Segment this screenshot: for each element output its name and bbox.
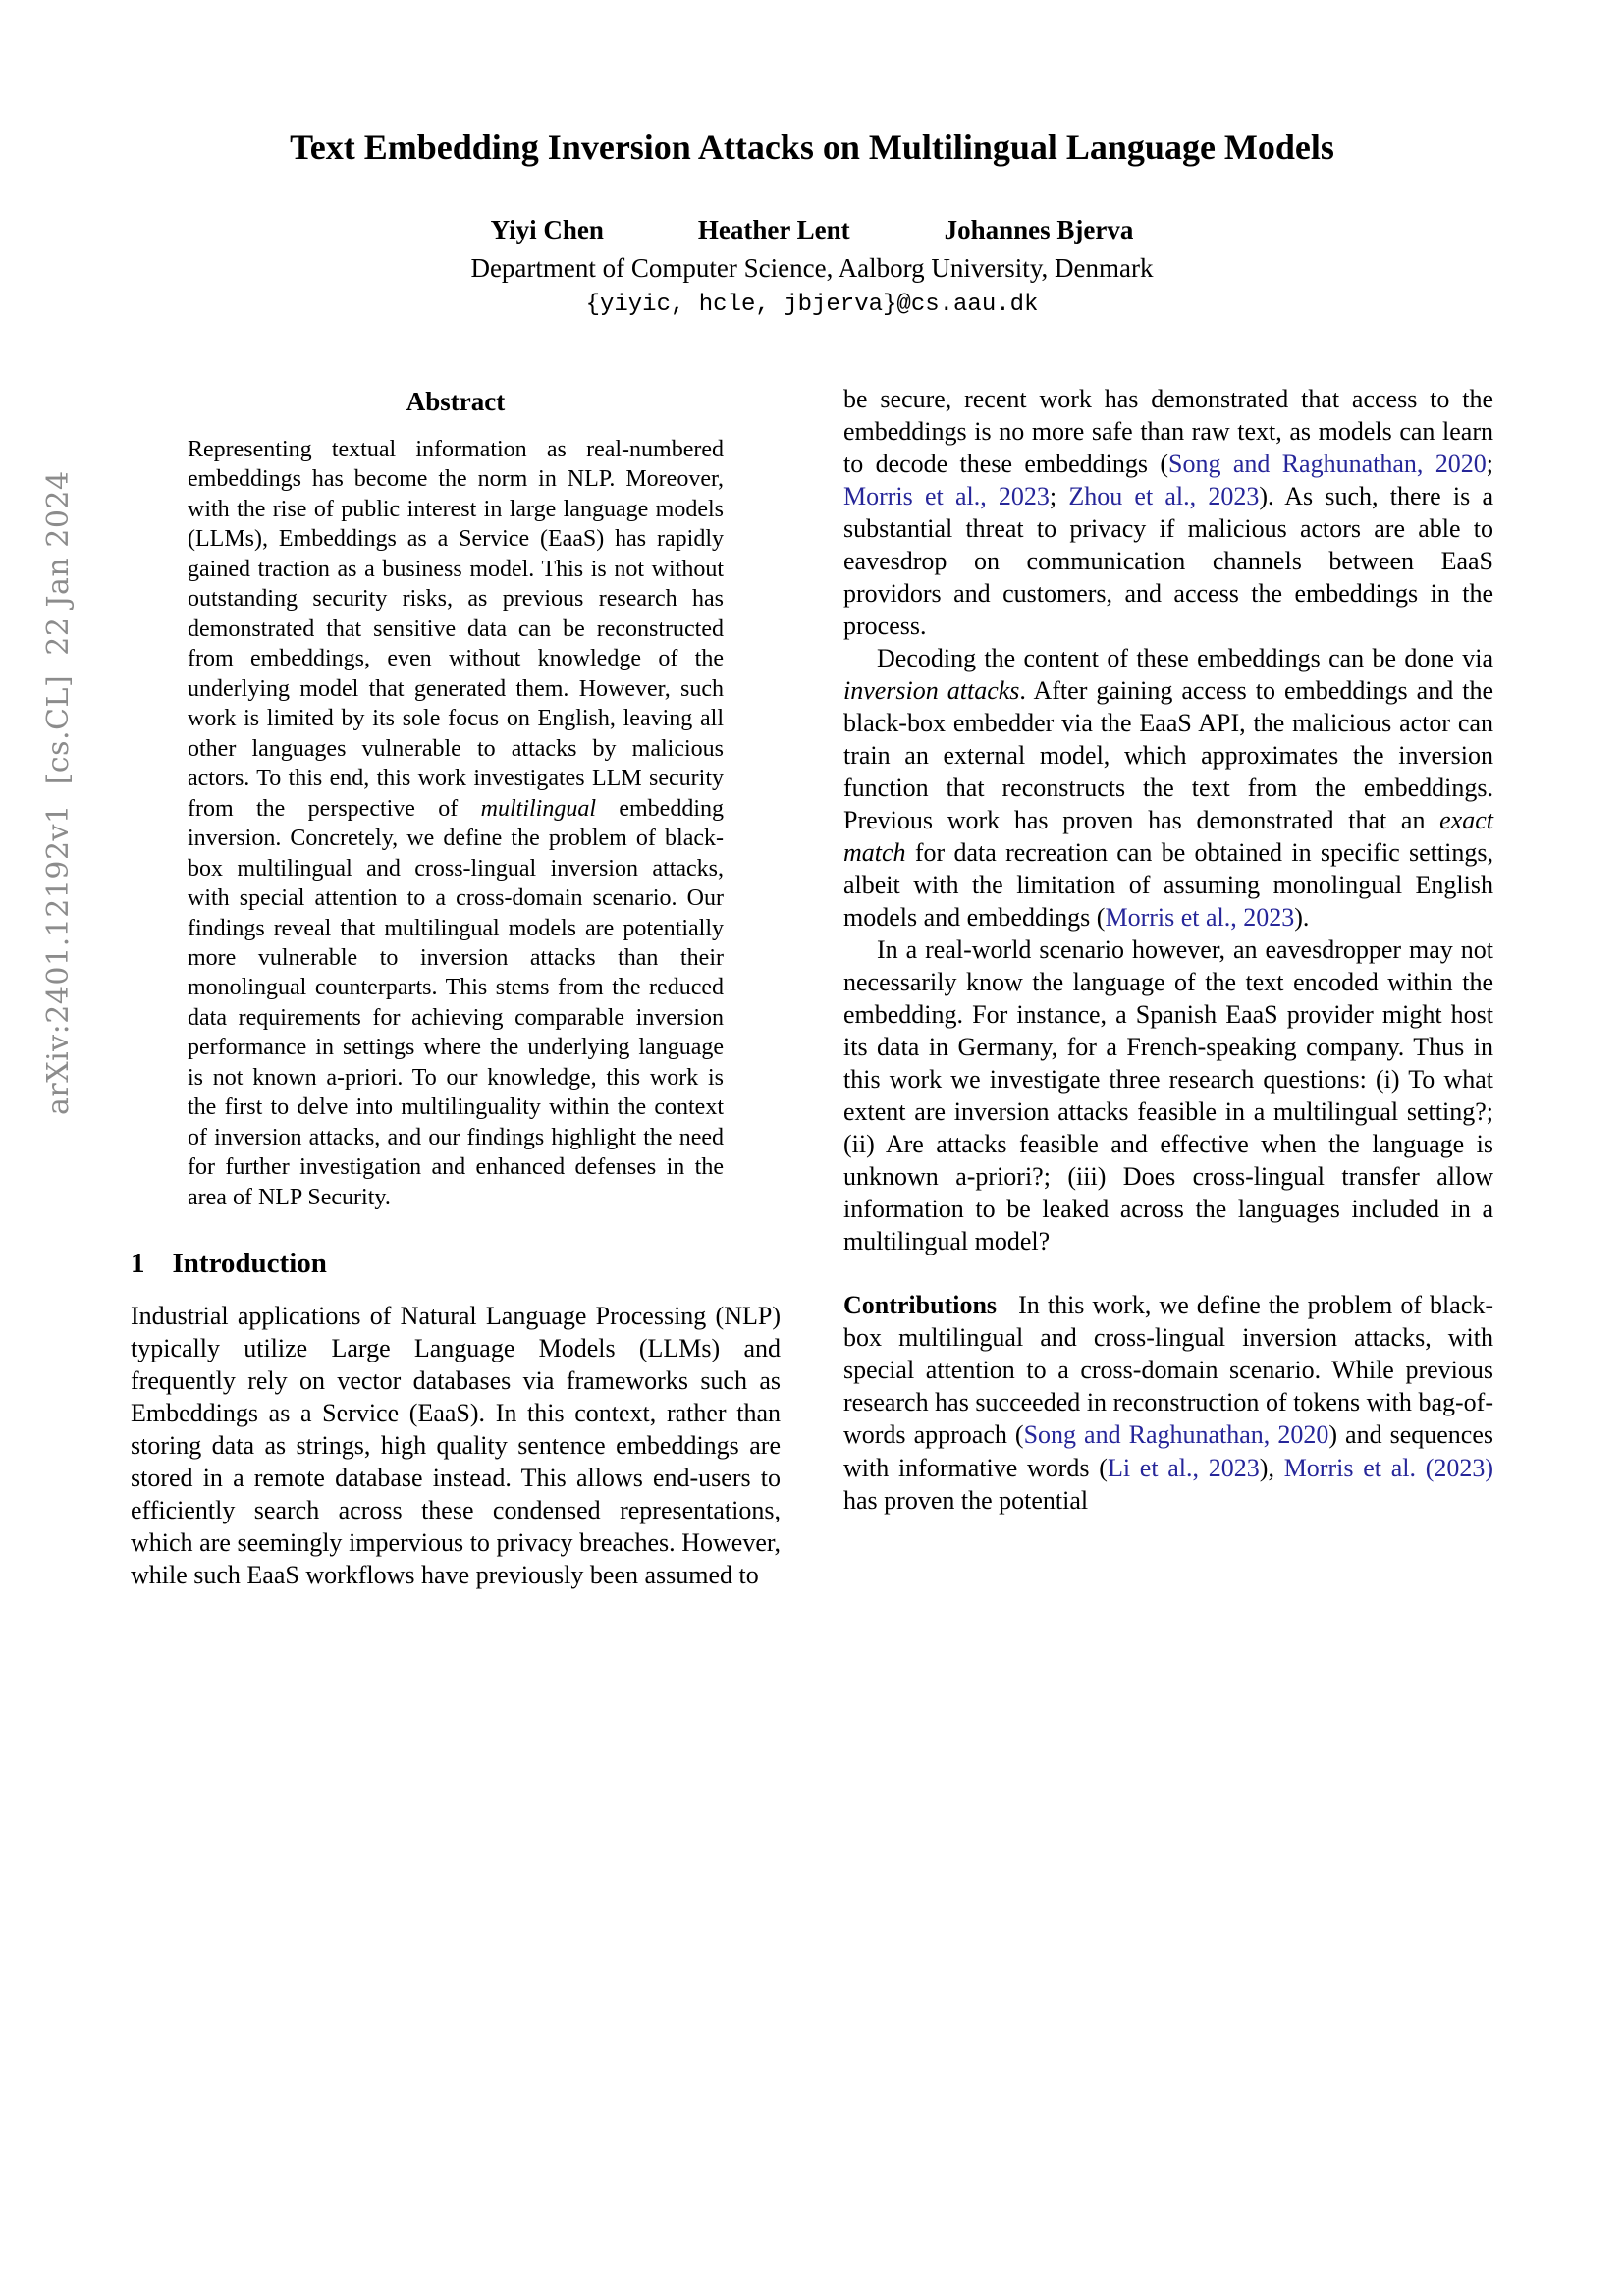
italic-text: multilingual	[480, 795, 596, 822]
text-run: Industrial applications of Natural Language Processing (NLP) typically utilize Large Language Models (LLMs) and frequently rely on vector databases via frameworks such as Embeddings as a Service (EaaS). In this context, rather than storing data as strings, high quality sentence embeddings are stored in a remote database instead. This allows end-users to efficiently search across these condensed representations, which are seemingly impervious to privacy breaches. However, while such EaaS workflows have previously been assumed to	[131, 1302, 781, 1590]
italic-text: exact match	[843, 806, 1493, 868]
section-heading-introduction	[131, 1248, 781, 1280]
two-column-body	[0, 383, 1624, 1591]
citation-link[interactable]: Zhou et al., 2023	[1068, 482, 1260, 511]
text-run: ) and sequences with informative words (	[843, 1420, 1493, 1482]
citation-link[interactable]: Morris et al., 2023	[1105, 903, 1295, 933]
title-block	[0, 0, 1624, 318]
runin-heading: Contributions	[843, 1291, 998, 1320]
affiliation: Department of Computer Science, Aalborg University, Denmark	[470, 253, 1154, 283]
citation-link[interactable]: Song and Raghunathan, 2020	[1023, 1420, 1329, 1450]
paper-title: Text Embedding Inversion Attacks on Multilingual Language Models	[290, 128, 1334, 167]
abstract-heading: Abstract	[406, 387, 506, 416]
text-run: for data recreation can be obtained in specific settings, albeit with the limitation of assuming monolingual English models and embeddings (	[843, 838, 1493, 933]
contributions-paragraph	[843, 1289, 1493, 1516]
text-run: In a real-world scenario however, an eavesdropper may not necessarily know the language of the text encoded within the embedding. For instance, a Spanish EaaS provider might host its data in Germany, for a French-speaking company. Thus in this work we investigate three research questions: (i) To what extent are inversion attacks feasible in a multilingual setting?; (ii) Are attacks feasible and effective when the language is unknown a-priori?; (iii) Does cross-lingual transfer allow information to be leaked across the languages included in a multilingual model?	[843, 935, 1493, 1256]
right-column	[843, 383, 1493, 1591]
text-run: ). As such, there is a substantial threat to privacy if malicious actors are able to eavesdrop on communication channels between EaaS providors and customers, and access the embeddings in the process.	[843, 482, 1493, 641]
author-row	[0, 215, 1624, 245]
text-run: ;	[1486, 450, 1493, 479]
body-paragraph-2	[843, 642, 1493, 934]
body-paragraph-1	[843, 383, 1493, 642]
abstract-text	[131, 435, 781, 1212]
text-run: Decoding the content of these embeddings can be done via	[877, 644, 1493, 673]
text-run: has proven the potential	[843, 1485, 1089, 1515]
author-name-1: Yiyi Chen	[490, 215, 604, 244]
section-title: Introduction	[172, 1248, 327, 1280]
section-number: 1	[131, 1248, 145, 1280]
body-paragraph-3	[843, 934, 1493, 1257]
left-column	[131, 383, 781, 1591]
text-run: . After gaining access to embeddings and the black-box embedder via the EaaS API, the malicious actor can train an external model, which approximates the inversion function that reconstructs the text from the embeddings. Previous work has proven has demonstrated that an	[843, 676, 1493, 835]
text-run: be secure, recent work has demonstrated that access to the embeddings is no more safe than raw text, as models can learn to decode these embeddings (	[843, 385, 1493, 479]
text-run: ).	[1294, 903, 1310, 933]
text-run: Representing textual information as real-numbered embeddings has become the norm in NLP. Moreover, with the rise of public interest in large language models (LLMs), Embeddings as a Service (EaaS) has rapidly gained traction as a business model. This is not without outstanding security risks, as previous research has demonstrated that sensitive data can be reconstructed from embeddings, even without knowledge of the underlying model that generated them. However, such work is limited by its sole focus on English, leaving all other languages vulnerable to attacks by malicious actors. To this end, this work investigates LLM security from the perspective of	[188, 437, 724, 822]
citation-link[interactable]: Morris et al. (2023)	[1283, 1453, 1494, 1482]
text-run: embedding inversion. Concretely, we define the problem of black-box multilingual and cross-lingual inversion attacks, with special attention to a cross-domain scenario. Our findings reveal that multilingual models are potentially more vulnerable to inversion attacks than their monolingual counterparts. This stems from the reduced data requirements for achieving comparable inversion performance in settings where the underlying language is not known a-priori. To our knowledge, this work is the first to delve into multilinguality within the context of inversion attacks, and our findings highlight the need for further investigation and enhanced defenses in the area of NLP Security.	[188, 795, 724, 1210]
citation-link[interactable]: Morris et al., 2023	[843, 482, 1050, 511]
text-run: In this work, we define the problem of black-box multilingual and cross-lingual inversion attacks, with special attention to a cross-domain scenario. While previous research has succeeded in reconstruction of tokens with bag-of-words approach (	[843, 1291, 1493, 1450]
email-address: {yiyic, hcle, jbjerva}@cs.aau.dk	[585, 292, 1039, 318]
author-name-2: Heather Lent	[697, 215, 850, 244]
arxiv-stamp: arXiv:2401.12192v1 [cs.CL] 22 Jan 2024	[41, 470, 76, 1115]
text-run: ),	[1259, 1453, 1284, 1482]
intro-paragraph-1	[131, 1300, 781, 1591]
text-run: ;	[1049, 482, 1069, 511]
citation-link[interactable]: Li et al., 2023	[1107, 1453, 1260, 1482]
italic-text: inversion attacks	[843, 676, 1020, 706]
author-name-3: Johannes Bjerva	[944, 215, 1134, 244]
citation-link[interactable]: Song and Raghunathan, 2020	[1168, 450, 1487, 479]
